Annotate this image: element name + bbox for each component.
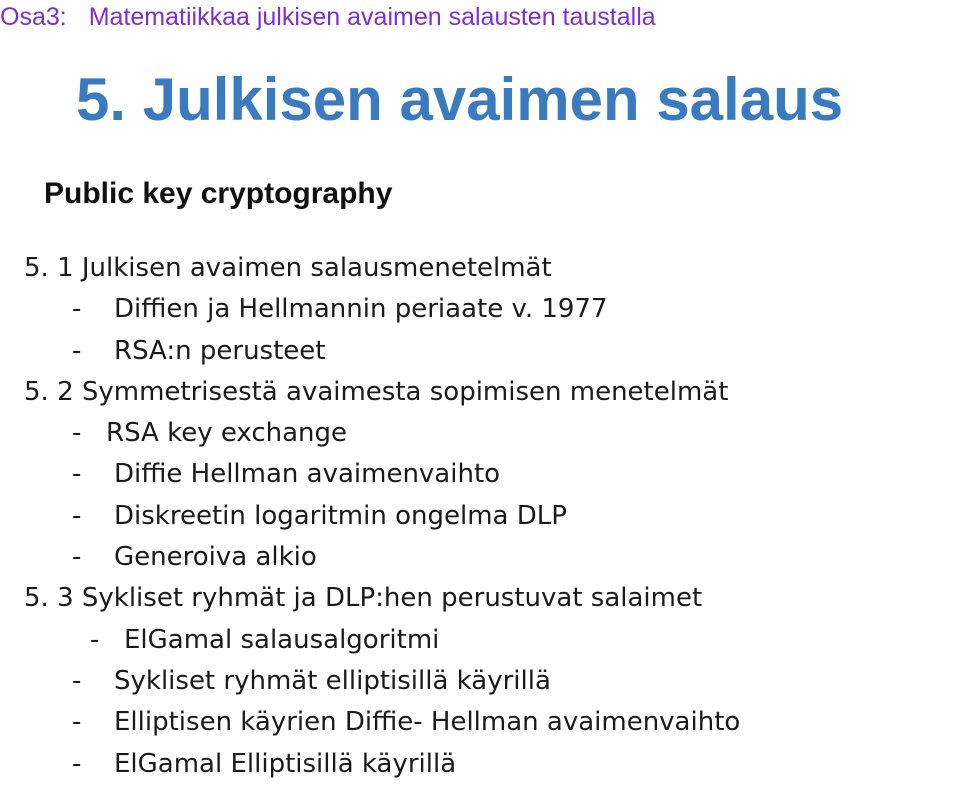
bullet-dash: - <box>72 500 82 531</box>
list-item <box>24 702 944 743</box>
list-item <box>24 331 944 372</box>
bullet-dash: - <box>72 459 82 490</box>
section-heading: 5. 1 Julkisen avaimen salausmenetelmät <box>24 253 552 283</box>
list-item-text: Sykliset ryhmät elliptisillä käyrillä <box>114 665 551 696</box>
page-title: 5. Julkisen avaimen salaus <box>76 66 844 133</box>
list-item-text: Generoiva alkio <box>114 542 317 573</box>
section-heading: 5. 2 Symmetrisestä avaimesta sopimisen menetelmät <box>24 376 729 407</box>
list-item <box>24 289 944 330</box>
bullet-dash: - <box>72 335 82 366</box>
list-item-text: Elliptisen käyrien Diffie- Hellman avaimenvaihto <box>114 707 741 738</box>
list-item <box>24 496 944 537</box>
bullet-dash: - <box>72 707 82 738</box>
outline-list <box>24 248 944 785</box>
list-item <box>24 454 944 495</box>
page-subtitle: Public key cryptography <box>44 177 393 210</box>
list-item <box>24 744 944 785</box>
list-item <box>24 413 944 454</box>
section-heading: 5. 3 Sykliset ryhmät ja DLP:hen perustuvat salaimet <box>24 583 703 614</box>
list-item-text: Diffie Hellman avaimenvaihto <box>114 459 501 490</box>
list-item-text: RSA key exchange <box>106 418 348 449</box>
bullet-dash: - <box>72 748 82 779</box>
bullet-dash: - <box>72 665 82 696</box>
list-item-text: ElGamal salausalgoritmi <box>124 624 440 655</box>
bullet-dash: - <box>72 294 82 325</box>
list-item-text: Diffien ja Hellmannin periaate v. 1977 <box>114 294 608 325</box>
bullet-dash: - <box>72 542 82 573</box>
bullet-dash: - <box>72 418 82 449</box>
list-item-text: Diskreetin logaritmin ongelma DLP <box>114 500 567 531</box>
list-item <box>24 620 944 661</box>
list-item <box>24 661 944 702</box>
course-title: Matematiikkaa julkisen avaimen salausten taustalla <box>88 3 656 31</box>
list-item-text: RSA:n perusteet <box>114 335 326 366</box>
list-item <box>24 537 944 578</box>
course-prefix: Osa3: <box>0 3 67 31</box>
list-item-text: ElGamal Elliptisillä käyrillä <box>114 748 457 779</box>
course-header <box>0 2 656 32</box>
bullet-dash: - <box>90 624 100 655</box>
